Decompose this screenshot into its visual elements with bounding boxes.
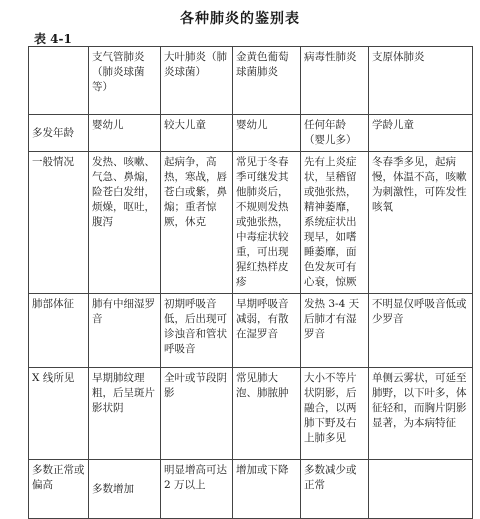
- table-cell: 先有上炎症状，呈稽留或弛张热，精神萎靡，系统症状出现早，如嗜睡萎靡，面色发灰可有心衰，惊厥: [301, 152, 369, 294]
- header-cell-mycoplasma-pneumonia: 支原体肺炎: [369, 47, 473, 115]
- table-cell: [369, 460, 473, 519]
- header-cell-staph-pneumonia: 金黄色葡萄球菌肺炎: [233, 47, 301, 115]
- row-header-xray: X 线所见: [29, 368, 89, 460]
- table-row: [29, 368, 473, 460]
- table-cell: 初期呼吸音低，后出现可诊浊音和管状呼吸音: [161, 294, 233, 368]
- row-header-lung-signs: 肺部体征: [29, 294, 89, 368]
- table-cell: 不明显仅呼吸音低或少罗音: [369, 294, 473, 368]
- table-cell: 较大儿童: [161, 115, 233, 152]
- table-cell: 多数增加: [89, 460, 161, 519]
- table-cell: 学龄儿童: [369, 115, 473, 152]
- header-cell-bronchopneumonia: 支气管肺炎（肺炎球菌等）: [89, 47, 161, 115]
- table-cell: 常见肺大泡、肺脓肿: [233, 368, 301, 460]
- table-cell: 增加或下降: [233, 460, 301, 519]
- row-header-age: 多发年龄: [29, 115, 89, 152]
- row-header-wbc: 多数正常或偏高: [29, 460, 89, 519]
- table-cell: 任何年龄（婴儿多）: [301, 115, 369, 152]
- table-cell: 婴幼儿: [233, 115, 301, 152]
- table-cell: 常见于冬春季可继发其他肺炎后，不规则发热或弛张热，中毒症状较重，可出现猩红热样皮疹: [233, 152, 301, 294]
- header-cell-empty: [29, 47, 89, 115]
- table-cell: 冬春季多见，起病慢，体温不高，咳嗽为刺激性，可阵发性咳氧: [369, 152, 473, 294]
- page-title: 各种肺炎的鉴别表: [180, 11, 300, 27]
- table-cell: 发热、咳嗽、气急、鼻煽，险苍白发绀，烦燥，呕吐，腹泻: [89, 152, 161, 294]
- table-cell: 大小不等片状阴影，后融合，以两肺下野及右上肺多见: [301, 368, 369, 460]
- table-cell: 早期呼吸音减弱，有散在湿罗音: [233, 294, 301, 368]
- pneumonia-differential-table: [28, 46, 473, 519]
- table-cell: 肺有中细湿罗音: [89, 294, 161, 368]
- header-cell-lobar-pneumonia: 大叶肺炎（肺炎球菌）: [161, 47, 233, 115]
- table-row: [29, 152, 473, 294]
- table-cell: 婴幼儿: [89, 115, 161, 152]
- table-cell: 起病争，高热，寒战，唇苍白或紫，鼻煽；重者惊厥，休克: [161, 152, 233, 294]
- row-header-general: 一般情况: [29, 152, 89, 294]
- table-row: [29, 115, 473, 152]
- header-cell-viral-pneumonia: 病毒性肺炎: [301, 47, 369, 115]
- table-cell: 早期肺纹理粗，后呈斑片影状阴: [89, 368, 161, 460]
- table-cell: 明显增高可达 2 万以上: [161, 460, 233, 519]
- table-cell: 发热 3-4 天后肺才有湿罗音: [301, 294, 369, 368]
- table-cell: 单侧云雾状，可延至肺野，以下叶多，体征轻和，而胸片阴影显著，为本病特征: [369, 368, 473, 460]
- table-cell: 多数减少或正常: [301, 460, 369, 519]
- table-row: [29, 460, 473, 519]
- table-header-row: [29, 47, 473, 115]
- table-cell: 全叶或节段阴影: [161, 368, 233, 460]
- table-row: [29, 294, 473, 368]
- table-label: 表 4-1: [34, 32, 72, 46]
